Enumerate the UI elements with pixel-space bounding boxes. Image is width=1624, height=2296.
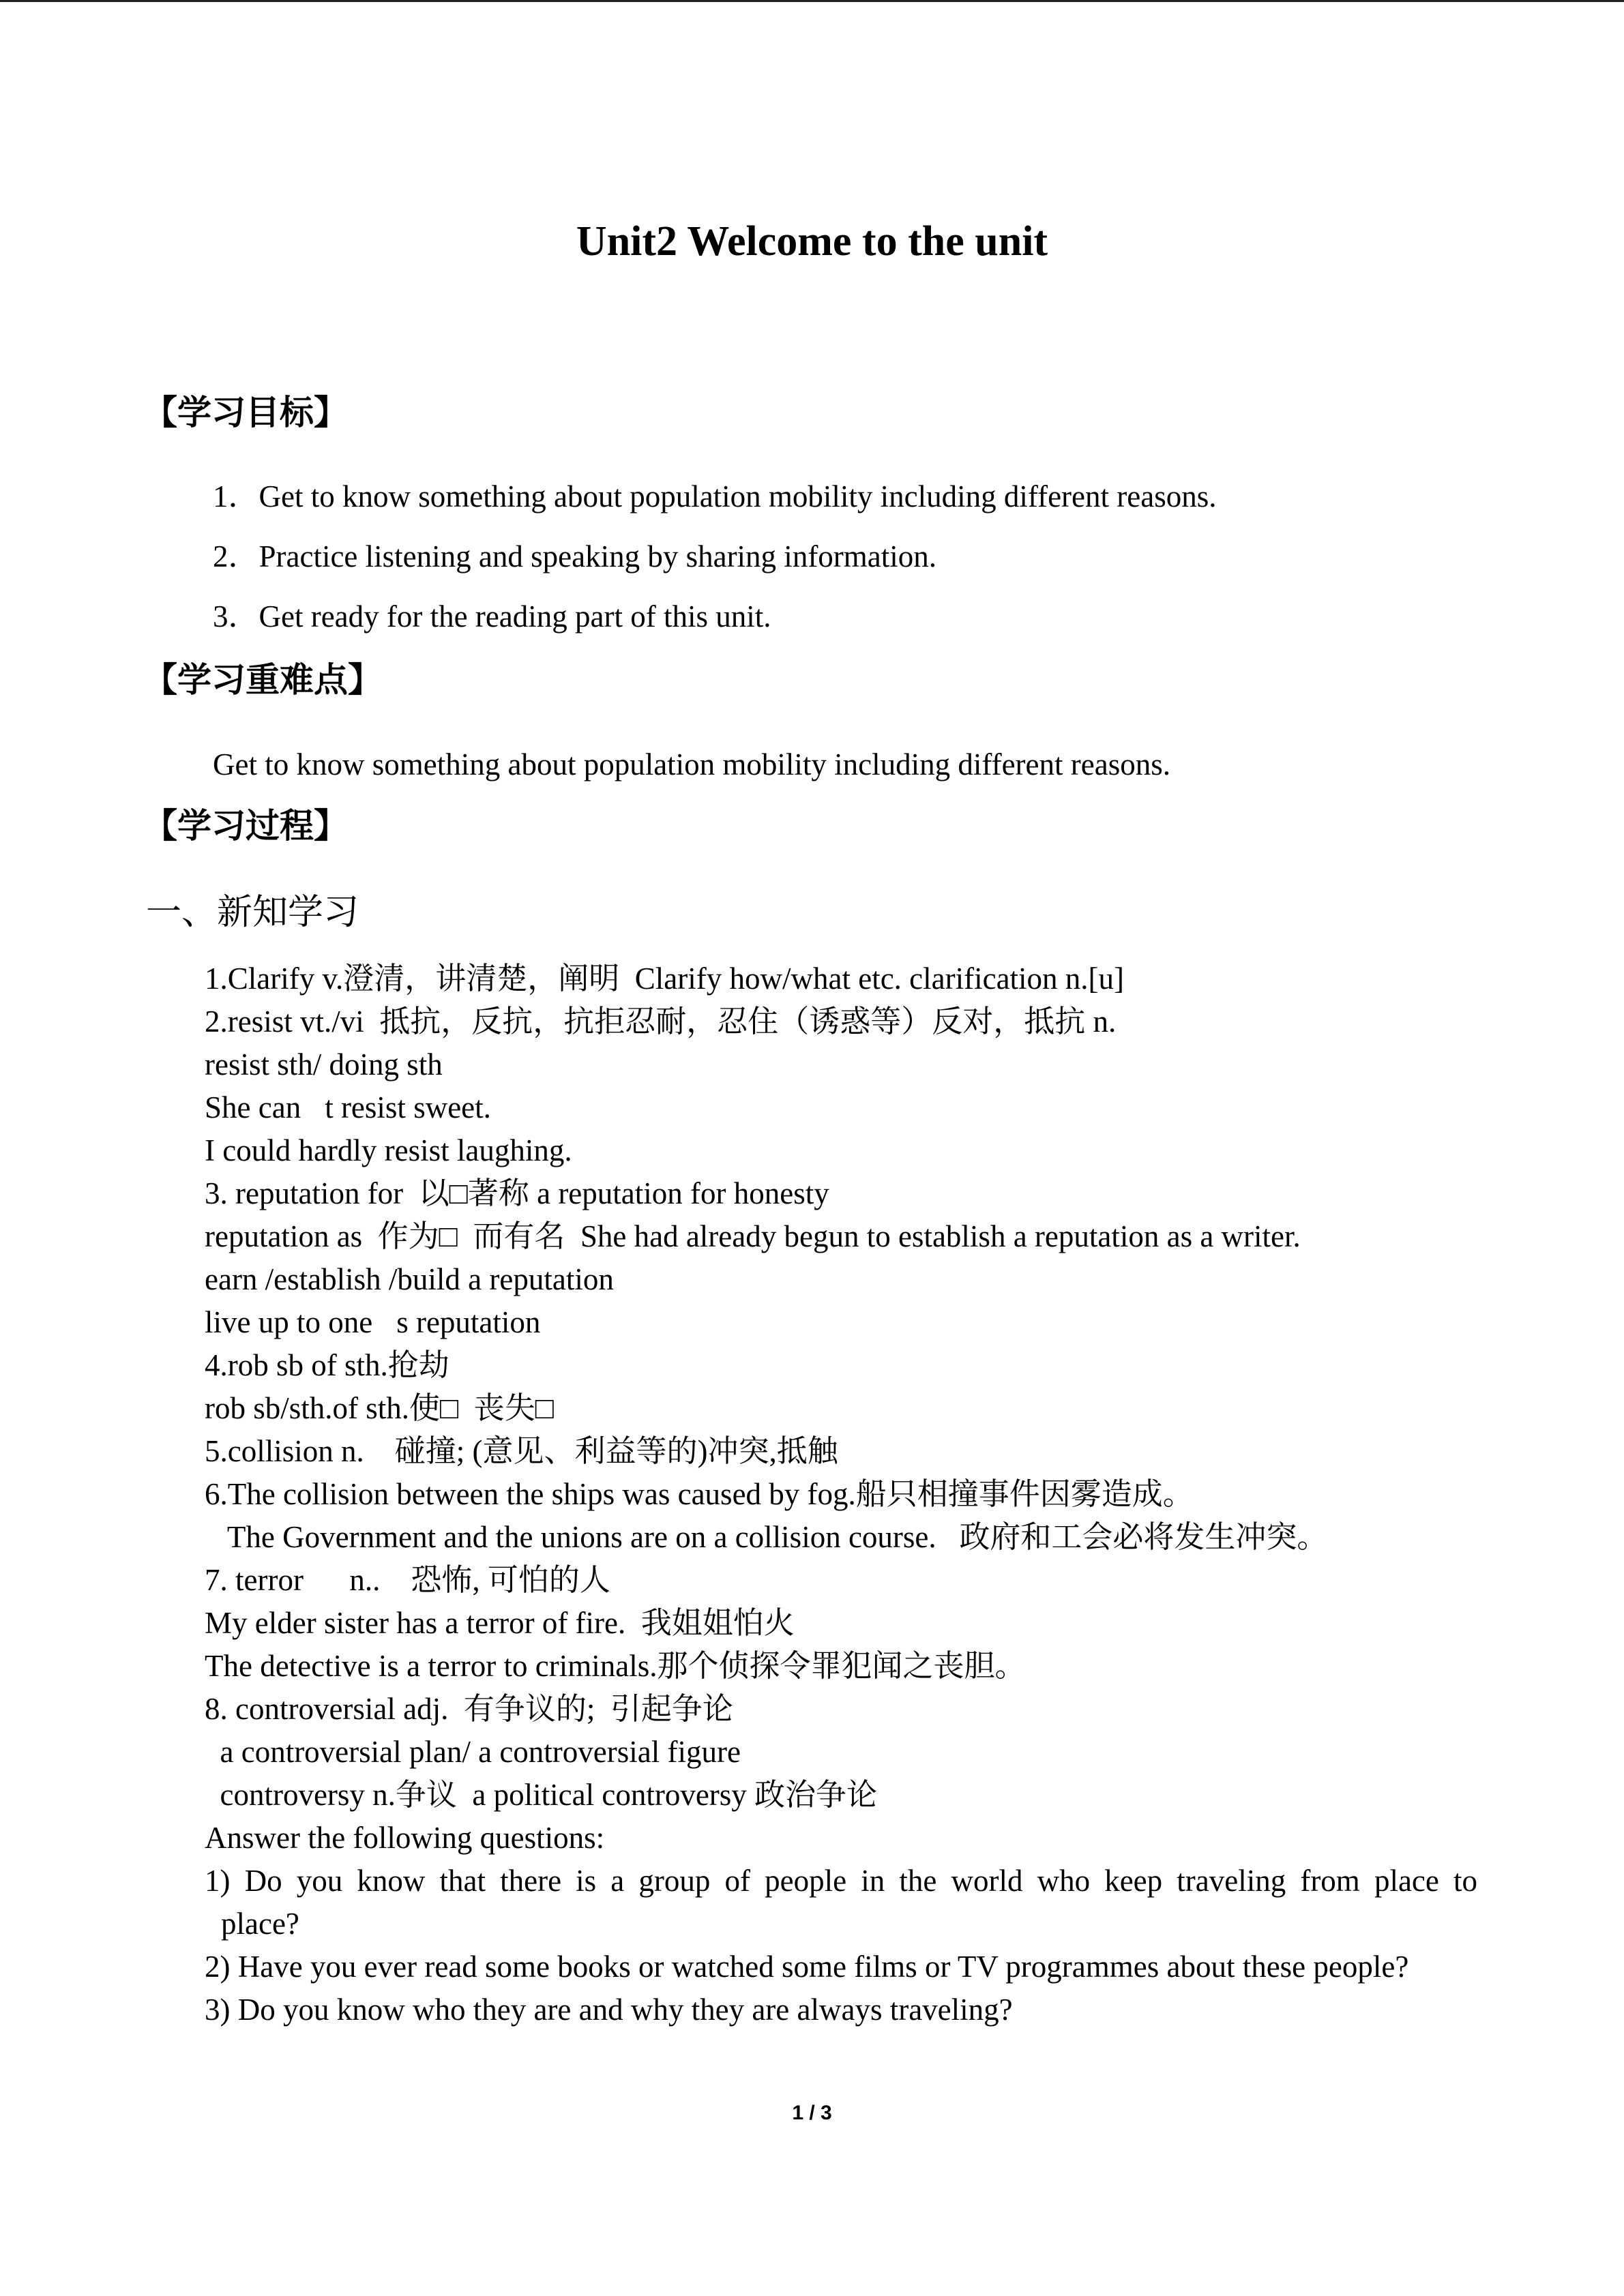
question-3: 3) Do you know who they are and why they are always traveling? xyxy=(205,1993,1013,2027)
vocab-line-11: rob sb/sth.of sth.使□ 丧失□ xyxy=(205,1391,554,1425)
page-title: Unit2 Welcome to the unit xyxy=(576,218,1048,265)
vocab-line-9: live up to one s reputation xyxy=(205,1305,541,1339)
vocab-line-19: a controversial plan/ a controversial figure xyxy=(205,1735,741,1769)
vocab-line-18: 8. controversial adj. 有争议的; 引起争论 xyxy=(205,1692,733,1726)
question-1-line-1: 1) Do you know that there is a group of people in the world who keep traveling from place to xyxy=(205,1864,1477,1898)
vocab-line-16: My elder sister has a terror of fire. 我姐姐怕火 xyxy=(205,1606,795,1640)
vocab-line-7: reputation as 作为□ 而有名 She had already begun to establish a reputation as a writer. xyxy=(205,1219,1301,1253)
top-border xyxy=(0,0,1624,2)
vocab-line-17: The detective is a terror to criminals.那个侦探令罪犯闻之丧胆。 xyxy=(205,1649,1026,1683)
objective-1: 1．Get to know something about population mobility including different reasons. xyxy=(213,479,1217,513)
vocab-line-15: 7. terror n.. 恐怖, 可怕的人 xyxy=(205,1563,610,1597)
heading-process: 【学习过程】 xyxy=(143,806,348,846)
vocab-line-10: 4.rob sb of sth.抢劫 xyxy=(205,1348,449,1382)
vocab-line-5: I could hardly resist laughing. xyxy=(205,1133,572,1167)
key-point-text: Get to know something about population mobility including different reasons. xyxy=(213,747,1170,781)
vocab-line-21: Answer the following questions: xyxy=(205,1821,605,1855)
question-2: 2) Have you ever read some books or watched some films or TV programmes about these people? xyxy=(205,1950,1409,1984)
vocab-line-13: 6.The collision between the ships was caused by fog.船只相撞事件因雾造成。 xyxy=(205,1477,1194,1511)
question-1-line-2: place? xyxy=(221,1907,299,1941)
vocab-line-14: The Government and the unions are on a collision course. 政府和工会必将发生冲突。 xyxy=(205,1520,1328,1554)
heading-key-points: 【学习重难点】 xyxy=(143,660,382,700)
vocab-line-20: controversy n.争议 a political controversy 政治争论 xyxy=(205,1778,878,1812)
vocab-line-6: 3. reputation for 以□著称 a reputation for honesty xyxy=(205,1176,829,1210)
section-new-knowledge: 一、新知学习 xyxy=(146,892,359,933)
vocab-line-8: earn /establish /build a reputation xyxy=(205,1262,614,1296)
vocab-line-2: 2.resist vt./vi 抵抗，反抗，抗拒忍耐，忍住（诱惑等）反对，抵抗 n. xyxy=(205,1004,1117,1039)
vocab-line-1: 1.Clarify v.澄清，讲清楚，阐明 Clarify how/what etc. clarification n.[u] xyxy=(205,961,1125,996)
page-number: 1 / 3 xyxy=(792,2102,832,2124)
objective-2: 2．Practice listening and speaking by sharing information. xyxy=(213,539,937,573)
objective-3: 3．Get ready for the reading part of this unit. xyxy=(213,599,771,633)
heading-objectives: 【学习目标】 xyxy=(143,393,348,432)
vocab-line-4: She can t resist sweet. xyxy=(205,1090,491,1124)
vocab-line-12: 5.collision n. 碰撞; (意见、利益等的)冲突,抵触 xyxy=(205,1434,838,1468)
vocab-line-3: resist sth/ doing sth xyxy=(205,1047,443,1082)
